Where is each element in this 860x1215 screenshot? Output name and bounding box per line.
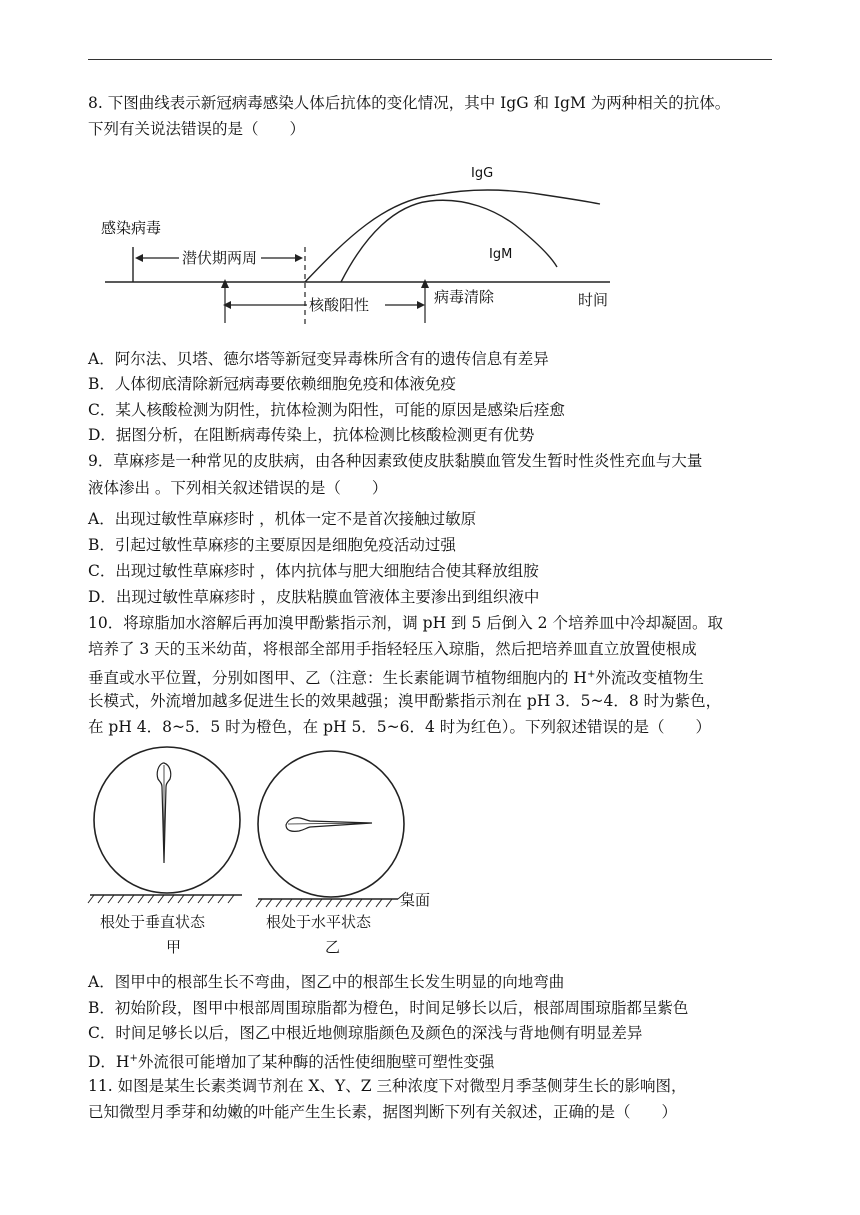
q9-stem-line1: 9．草麻疹是一种常见的皮肤病，由各种因素致使皮肤黏膜血管发生暂时性炎性充血与大量 <box>88 452 703 470</box>
q10-stem-line3: 垂直或水平位置，分别如图甲、乙（注意：生长素能调节植物细胞内的 H+外流改变植物生 <box>88 669 704 688</box>
nucleic-positive-label: 核酸阳性 <box>309 296 370 314</box>
igm-curve <box>341 200 557 282</box>
q8-option-d: D．据图分析，在阻断病毒传染上，抗体检测比核酸检测更有优势 <box>88 426 535 444</box>
q9-option-b: B．引起过敏性草麻疹的主要原因是细胞免疫活动过强 <box>88 536 456 554</box>
q10-stem-line2: 培养了 3 天的玉米幼苗，将根部全部用手指轻轻压入琼脂，然后把培养皿直立放置使根成 <box>88 640 697 658</box>
igg-label: IgG <box>471 166 494 181</box>
q10-petri-figure <box>80 745 450 960</box>
q10-stem-line1: 10．将琼脂加水溶解后再加溴甲酚紫指示剂，调 pH 到 5 后倒入 2 个培养皿中冷却凝固。取 <box>88 614 723 632</box>
desk-label: 桌面 <box>400 891 431 909</box>
q9-option-a: A．出现过敏性草麻疹时 ，机体一定不是首次接触过敏原 <box>88 510 477 528</box>
q8-stem-line2: 下列有关说法错误的是（ ） <box>88 120 306 138</box>
q10-option-c: C．时间足够长以后，图乙中根近地侧琼脂颜色及颜色的深浅与背地侧有明显差异 <box>88 1024 643 1042</box>
q8-option-c: C．某人核酸检测为阴性，抗体检测为阳性，可能的原因是感染后痊愈 <box>88 401 565 419</box>
q8-stem-line1: 8. 下图曲线表示新冠病毒感染人体后抗体的变化情况，其中 IgG 和 IgM 为两种相关的抗体。 <box>88 94 731 112</box>
header-rule <box>88 59 772 60</box>
q11-stem-line2: 已知微型月季芽和幼嫩的叶能产生生长素，据图判断下列有关叙述，正确的是（ ） <box>88 1103 678 1121</box>
caption-left: 根处于垂直状态 <box>100 913 206 931</box>
label-right: 乙 <box>325 938 341 956</box>
q8-antibody-figure <box>95 155 625 330</box>
q9-option-c: C．出现过敏性草麻疹时 ，体内抗体与肥大细胞结合使其释放组胺 <box>88 562 539 580</box>
igm-label: IgM <box>489 247 513 262</box>
q8-option-b: B．人体彻底清除新冠病毒要依赖细胞免疫和体液免疫 <box>88 375 456 393</box>
q10-option-d: D．H+外流很可能增加了某种酶的活性使细胞壁可塑性变强 <box>88 1053 495 1072</box>
label-left: 甲 <box>166 938 182 956</box>
q8-option-a: A．阿尔法、贝塔、德尔塔等新冠变异毒株所含有的遗传信息有差异 <box>88 350 549 368</box>
q10-option-a: A．图甲中的根部生长不弯曲，图乙中的根部生长发生明显的向地弯曲 <box>88 973 565 991</box>
time-label: 时间 <box>578 291 609 309</box>
q9-option-d: D．出现过敏性草麻疹时 ，皮肤粘膜血管液体主要渗出到组织液中 <box>88 588 540 606</box>
q10-stem-line4: 长模式，外流增加越多促进生长的效果越强；溴甲酚紫指示剂在 pH 3．5~4．8 时为紫色， <box>88 692 722 710</box>
q11-stem-line1: 11. 如图是某生长素类调节剂在 X、Y、Z 三种浓度下对微型月季茎侧芽生长的影响图， <box>88 1077 687 1095</box>
q10-stem-line5: 在 pH 4．8~5．5 时为橙色，在 pH 5．5~6．4 时为红色）。下列叙述错误的是（ ） <box>88 718 712 736</box>
virus-cleared-label: 病毒清除 <box>434 288 495 306</box>
q10-option-b: B．初始阶段，图甲中根部周围琼脂都为橙色，时间足够长以后，根部周围琼脂都呈紫色 <box>88 999 689 1017</box>
caption-right: 根处于水平状态 <box>266 913 372 931</box>
infection-label: 感染病毒 <box>101 219 162 237</box>
q9-stem-line2: 液体渗出 。下列相关叙述错误的是（ ） <box>88 479 388 497</box>
incubation-label: 潜伏期两周 <box>182 249 258 267</box>
